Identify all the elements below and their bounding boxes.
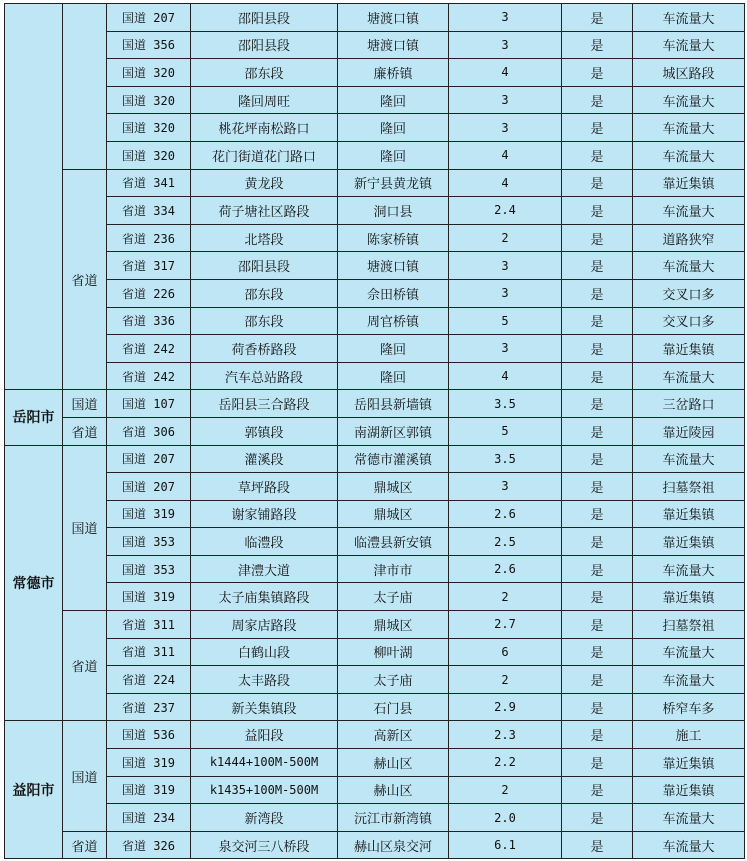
road-code-cell: 国道 319 — [107, 500, 191, 528]
length-cell: 2.7 — [449, 611, 562, 639]
length-cell: 3 — [449, 114, 562, 142]
table-row — [5, 555, 745, 583]
section-cell: 邵阳县段 — [191, 252, 338, 280]
section-cell: 草坪路段 — [191, 473, 338, 501]
reason-cell: 车流量大 — [633, 4, 745, 32]
reason-cell: 道路狭窄 — [633, 224, 745, 252]
reason-cell: 靠近集镇 — [633, 583, 745, 611]
road-code-cell: 省道 242 — [107, 362, 191, 390]
reason-cell: 扫墓祭祖 — [633, 611, 745, 639]
reason-cell: 车流量大 — [633, 114, 745, 142]
location-cell: 佘田桥镇 — [338, 279, 449, 307]
table-row — [5, 114, 745, 142]
road-level-cell — [63, 4, 107, 170]
location-cell: 隆回 — [338, 86, 449, 114]
section-cell: 灌溪段 — [191, 445, 338, 473]
reason-cell: 车流量大 — [633, 445, 745, 473]
table-row — [5, 721, 745, 749]
length-cell: 2.2 — [449, 749, 562, 777]
table-row — [5, 390, 745, 418]
length-cell: 2.0 — [449, 804, 562, 832]
reason-cell: 靠近集镇 — [633, 335, 745, 363]
road-code-cell: 省道 311 — [107, 611, 191, 639]
length-cell: 3 — [449, 31, 562, 59]
reason-cell: 靠近集镇 — [633, 528, 745, 556]
flag-cell: 是 — [562, 169, 633, 197]
reason-cell: 桥窄车多 — [633, 693, 745, 721]
flag-cell: 是 — [562, 114, 633, 142]
road-code-cell: 国道 107 — [107, 390, 191, 418]
length-cell: 2.9 — [449, 693, 562, 721]
length-cell: 4 — [449, 169, 562, 197]
table-row — [5, 445, 745, 473]
flag-cell: 是 — [562, 721, 633, 749]
section-cell: 邵阳县段 — [191, 31, 338, 59]
flag-cell: 是 — [562, 473, 633, 501]
table-row — [5, 362, 745, 390]
table-row — [5, 473, 745, 501]
table-row — [5, 335, 745, 363]
length-cell: 3 — [449, 335, 562, 363]
reason-cell: 城区路段 — [633, 59, 745, 87]
section-cell: 邵东段 — [191, 59, 338, 87]
location-cell: 陈家桥镇 — [338, 224, 449, 252]
reason-cell: 靠近陵园 — [633, 417, 745, 445]
road-code-cell: 省道 226 — [107, 279, 191, 307]
location-cell: 赫山区泉交河 — [338, 831, 449, 859]
flag-cell: 是 — [562, 611, 633, 639]
section-cell: 荷香桥路段 — [191, 335, 338, 363]
flag-cell: 是 — [562, 417, 633, 445]
location-cell: 洞口县 — [338, 197, 449, 225]
road-level-cell: 省道 — [63, 611, 107, 721]
location-cell: 南湖新区郭镇 — [338, 417, 449, 445]
table-row — [5, 638, 745, 666]
table-row — [5, 224, 745, 252]
section-cell: 太子庙集镇路段 — [191, 583, 338, 611]
location-cell: 沅江市新湾镇 — [338, 804, 449, 832]
length-cell: 2 — [449, 776, 562, 804]
reason-cell: 车流量大 — [633, 804, 745, 832]
table-row — [5, 776, 745, 804]
reason-cell: 扫墓祭祖 — [633, 473, 745, 501]
road-code-cell: 省道 224 — [107, 666, 191, 694]
reason-cell: 交叉口多 — [633, 279, 745, 307]
road-code-cell: 省道 317 — [107, 252, 191, 280]
length-cell: 6 — [449, 638, 562, 666]
reason-cell: 靠近集镇 — [633, 749, 745, 777]
reason-cell: 车流量大 — [633, 141, 745, 169]
length-cell: 3 — [449, 86, 562, 114]
location-cell: 太子庙 — [338, 666, 449, 694]
road-code-cell: 省道 311 — [107, 638, 191, 666]
section-cell: k1444+100M-500M — [191, 749, 338, 777]
flag-cell: 是 — [562, 693, 633, 721]
location-cell: 柳叶湖 — [338, 638, 449, 666]
table-row — [5, 59, 745, 87]
section-cell: 白鹤山段 — [191, 638, 338, 666]
section-cell: 邵东段 — [191, 279, 338, 307]
road-code-cell: 国道 319 — [107, 583, 191, 611]
flag-cell: 是 — [562, 831, 633, 859]
length-cell: 2 — [449, 583, 562, 611]
table-row — [5, 279, 745, 307]
road-level-cell: 国道 — [63, 390, 107, 418]
location-cell: 隆回 — [338, 114, 449, 142]
road-code-cell: 国道 320 — [107, 86, 191, 114]
flag-cell: 是 — [562, 555, 633, 583]
length-cell: 3 — [449, 4, 562, 32]
road-code-cell: 省道 242 — [107, 335, 191, 363]
table-row — [5, 141, 745, 169]
road-level-cell: 国道 — [63, 721, 107, 831]
section-cell: 新关集镇段 — [191, 693, 338, 721]
flag-cell: 是 — [562, 528, 633, 556]
length-cell: 4 — [449, 362, 562, 390]
table-row — [5, 169, 745, 197]
road-code-cell: 国道 353 — [107, 555, 191, 583]
section-cell: 新湾段 — [191, 804, 338, 832]
road-code-cell: 国道 319 — [107, 749, 191, 777]
section-cell: 汽车总站路段 — [191, 362, 338, 390]
section-cell: 泉交河三八桥段 — [191, 831, 338, 859]
location-cell: 太子庙 — [338, 583, 449, 611]
city-cell: 岳阳市 — [5, 390, 63, 445]
location-cell: 塘渡口镇 — [338, 4, 449, 32]
section-cell: 桃花坪南松路口 — [191, 114, 338, 142]
length-cell: 4 — [449, 141, 562, 169]
length-cell: 2.6 — [449, 500, 562, 528]
length-cell: 4 — [449, 59, 562, 87]
location-cell: 隆回 — [338, 335, 449, 363]
location-cell: 鼎城区 — [338, 611, 449, 639]
section-cell: 太丰路段 — [191, 666, 338, 694]
road-code-cell: 省道 334 — [107, 197, 191, 225]
flag-cell: 是 — [562, 307, 633, 335]
road-level-cell: 省道 — [63, 169, 107, 390]
location-cell: 隆回 — [338, 141, 449, 169]
location-cell: 高新区 — [338, 721, 449, 749]
location-cell: 鼎城区 — [338, 473, 449, 501]
length-cell: 3.5 — [449, 390, 562, 418]
length-cell: 6.1 — [449, 831, 562, 859]
table-row — [5, 307, 745, 335]
location-cell: 津市市 — [338, 555, 449, 583]
road-level-cell: 国道 — [63, 445, 107, 611]
table-row — [5, 666, 745, 694]
length-cell: 2.4 — [449, 197, 562, 225]
flag-cell: 是 — [562, 224, 633, 252]
road-code-cell: 国道 320 — [107, 59, 191, 87]
section-cell: 岳阳县三合路段 — [191, 390, 338, 418]
road-code-cell: 国道 353 — [107, 528, 191, 556]
city-cell: 常德市 — [5, 445, 63, 721]
table-row — [5, 693, 745, 721]
road-code-cell: 省道 326 — [107, 831, 191, 859]
road-code-cell: 国道 207 — [107, 473, 191, 501]
section-cell: 邵阳县段 — [191, 4, 338, 32]
length-cell: 3 — [449, 252, 562, 280]
reason-cell: 车流量大 — [633, 555, 745, 583]
section-cell: k1435+100M-500M — [191, 776, 338, 804]
flag-cell: 是 — [562, 59, 633, 87]
reason-cell: 车流量大 — [633, 197, 745, 225]
reason-cell: 靠近集镇 — [633, 169, 745, 197]
flag-cell: 是 — [562, 804, 633, 832]
table-row — [5, 749, 745, 777]
location-cell: 赫山区 — [338, 776, 449, 804]
road-code-cell: 省道 336 — [107, 307, 191, 335]
road-code-cell: 国道 320 — [107, 114, 191, 142]
length-cell: 2 — [449, 666, 562, 694]
flag-cell: 是 — [562, 583, 633, 611]
location-cell: 周官桥镇 — [338, 307, 449, 335]
table-row — [5, 31, 745, 59]
road-level-cell: 省道 — [63, 417, 107, 445]
section-cell: 花门街道花门路口 — [191, 141, 338, 169]
flag-cell: 是 — [562, 445, 633, 473]
table-row — [5, 417, 745, 445]
reason-cell: 车流量大 — [633, 638, 745, 666]
flag-cell: 是 — [562, 776, 633, 804]
length-cell: 2.6 — [449, 555, 562, 583]
road-level-cell: 省道 — [63, 831, 107, 859]
table-row — [5, 528, 745, 556]
road-code-cell: 国道 319 — [107, 776, 191, 804]
table-row — [5, 197, 745, 225]
reason-cell: 车流量大 — [633, 666, 745, 694]
road-code-cell: 国道 207 — [107, 445, 191, 473]
road-code-cell: 省道 341 — [107, 169, 191, 197]
table-row — [5, 583, 745, 611]
location-cell: 塘渡口镇 — [338, 252, 449, 280]
length-cell: 2.5 — [449, 528, 562, 556]
reason-cell: 车流量大 — [633, 31, 745, 59]
table-row — [5, 831, 745, 859]
section-cell: 黄龙段 — [191, 169, 338, 197]
flag-cell: 是 — [562, 390, 633, 418]
flag-cell: 是 — [562, 500, 633, 528]
flag-cell: 是 — [562, 638, 633, 666]
reason-cell: 车流量大 — [633, 252, 745, 280]
section-cell: 郭镇段 — [191, 417, 338, 445]
section-cell: 津澧大道 — [191, 555, 338, 583]
flag-cell: 是 — [562, 252, 633, 280]
table-row — [5, 804, 745, 832]
flag-cell: 是 — [562, 279, 633, 307]
road-code-cell: 国道 320 — [107, 141, 191, 169]
reason-cell: 靠近集镇 — [633, 500, 745, 528]
reason-cell: 交叉口多 — [633, 307, 745, 335]
flag-cell: 是 — [562, 141, 633, 169]
location-cell: 石门县 — [338, 693, 449, 721]
location-cell: 塘渡口镇 — [338, 31, 449, 59]
flag-cell: 是 — [562, 666, 633, 694]
length-cell: 2 — [449, 224, 562, 252]
reason-cell: 三岔路口 — [633, 390, 745, 418]
road-code-cell: 国道 234 — [107, 804, 191, 832]
table-row — [5, 611, 745, 639]
location-cell: 岳阳县新墙镇 — [338, 390, 449, 418]
table-row — [5, 252, 745, 280]
location-cell: 隆回 — [338, 362, 449, 390]
table-row — [5, 4, 745, 32]
location-cell: 赫山区 — [338, 749, 449, 777]
location-cell: 临澧县新安镇 — [338, 528, 449, 556]
road-code-cell: 省道 237 — [107, 693, 191, 721]
location-cell: 廉桥镇 — [338, 59, 449, 87]
table-row — [5, 86, 745, 114]
flag-cell: 是 — [562, 31, 633, 59]
road-code-cell: 省道 236 — [107, 224, 191, 252]
road-code-cell: 国道 207 — [107, 4, 191, 32]
length-cell: 5 — [449, 307, 562, 335]
length-cell: 3 — [449, 473, 562, 501]
flag-cell: 是 — [562, 749, 633, 777]
table-row — [5, 500, 745, 528]
section-cell: 邵东段 — [191, 307, 338, 335]
road-code-cell: 国道 356 — [107, 31, 191, 59]
length-cell: 2.3 — [449, 721, 562, 749]
section-cell: 益阳段 — [191, 721, 338, 749]
section-cell: 临澧段 — [191, 528, 338, 556]
road-code-cell: 国道 536 — [107, 721, 191, 749]
flag-cell: 是 — [562, 4, 633, 32]
flag-cell: 是 — [562, 362, 633, 390]
length-cell: 3.5 — [449, 445, 562, 473]
hazard-road-table — [4, 3, 745, 859]
section-cell: 荷子塘社区路段 — [191, 197, 338, 225]
reason-cell: 车流量大 — [633, 86, 745, 114]
location-cell: 常德市灌溪镇 — [338, 445, 449, 473]
flag-cell: 是 — [562, 197, 633, 225]
flag-cell: 是 — [562, 86, 633, 114]
reason-cell: 车流量大 — [633, 831, 745, 859]
section-cell: 谢家铺路段 — [191, 500, 338, 528]
reason-cell: 车流量大 — [633, 362, 745, 390]
city-cell: 益阳市 — [5, 721, 63, 859]
location-cell: 鼎城区 — [338, 500, 449, 528]
length-cell: 3 — [449, 279, 562, 307]
location-cell: 新宁县黄龙镇 — [338, 169, 449, 197]
section-cell: 北塔段 — [191, 224, 338, 252]
reason-cell: 靠近集镇 — [633, 776, 745, 804]
flag-cell: 是 — [562, 335, 633, 363]
reason-cell: 施工 — [633, 721, 745, 749]
length-cell: 5 — [449, 417, 562, 445]
section-cell: 周家店路段 — [191, 611, 338, 639]
section-cell: 隆回周旺 — [191, 86, 338, 114]
road-code-cell: 省道 306 — [107, 417, 191, 445]
city-cell — [5, 4, 63, 390]
